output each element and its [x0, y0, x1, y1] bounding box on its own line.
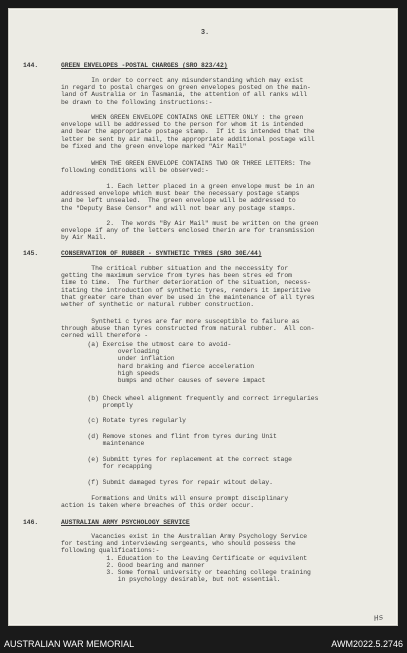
section-number-144: 144.: [23, 62, 39, 69]
footer-institution: AUSTRALIAN WAR MEMORIAL: [4, 639, 135, 649]
section-title-psychology-service: AUSTRALIAN ARMY PSYCHOLOGY SERVICE: [61, 519, 190, 526]
section-title-green-envelopes: GREEN ENVELOPES -POSTAL CHARGES (SRO 823/42): [61, 62, 228, 69]
paragraph-144-intro: In order to correct any misunderstanding which may exist in regard to postal charges on green envelopes posted on the main- land of Australia or in Tasmania, the attention of all ranks will be drawn to the following instructions:-: [61, 77, 311, 106]
paragraph-146-vacancies: Vacancies exist in the Australian Army Psychology Service for testing and interviewing sergeants, who should possess the following qualifications:- 1. Education to the Leaving Certificate or equivilent 2. Good bearing and manner 3. Some formal university or teaching college training in psychology desirable, but not essential.: [61, 533, 311, 584]
footer-accession-number: AWM2022.5.2746: [331, 639, 403, 649]
handwritten-initials: Hs: [373, 613, 385, 624]
paragraph-145-item-a: (a) Exercise the utmost care to avoid- overloading under inflation hard braking and fierce acceleration high speeds bumps and other causes of severe impact: [87, 341, 266, 385]
paragraph-145-item-e: (e) Submitt tyres for replacement at the correct stage for recapping: [87, 456, 292, 471]
paragraph-145-intro: The critical rubber situation and the neccessity for getting the maximum service from tyres has been stres ed from time to time. The further deterioration of the situation, necess- itating the introduction of synthetic tyres, renders it imperitive that greater care than ever be used in the maintenance of all tyres wether of synthetic or natural rubber construction.: [61, 265, 315, 309]
archive-footer: [0, 636, 407, 653]
paragraph-145-item-c: (c) Rotate tyres regularly: [61, 417, 186, 424]
paragraph-144-two-letters: WHEN THE GREEN ENVELOPE CONTAINS TWO OR THREE LETTERS: The following conditions will be observed:-: [61, 160, 311, 175]
paragraph-144-item-2: 2. The words "By Air Mail" must be written on the green envelope if any of the letters enclosed therin are for transmission by Air Mail.: [61, 220, 319, 242]
paragraph-145-closing: Formations and Units will ensure prompt disciplinary action is taken where breaches of this order occur.: [61, 495, 289, 510]
paragraph-145-synthetic: Syntheti c tyres are far more susceptible to failure as through abuse than tyres constructed from natural rubber. All con- cerned will therefore -: [61, 318, 315, 340]
section-number-146: 146.: [23, 519, 39, 526]
paragraph-144-item-1: 1. Each letter placed in a green envelope must be in an addressed envelope which must bear the necessary postage stamps and be left unsealed. The green envelope will be addressed to the "Deputy Base Censor" and will not bear any postage stamps.: [61, 183, 315, 212]
section-title-conservation-of-rubber: CONSERVATION OF RUBBER - SYNTHETIC TYRES (SRO 30E/44): [61, 250, 262, 257]
page-number: 3.: [200, 29, 210, 37]
paragraph-145-item-f: (f) Submit damaged tyres for repair witout delay.: [61, 479, 273, 486]
section-number-145: 145.: [23, 250, 39, 257]
paragraph-145-item-d: (d) Remove stones and flint from tyres during Unit maintenance: [87, 433, 277, 448]
paragraph-145-item-b: (b) Check wheel alignment frequently and correct irregularies promptly: [87, 395, 319, 410]
document-page: [8, 8, 398, 626]
paragraph-144-one-letter: WHEN GREEN ENVELOPE CONTAINS ONE LETTER ONLY : the green envelope will be addressed to the person for whom it is intended and bear the appropriate postage stamp. If it is intended that the letter be sent by air mail, the appropriate additional postage will be fixed and the green envelope marked "Air Mail": [61, 114, 315, 150]
